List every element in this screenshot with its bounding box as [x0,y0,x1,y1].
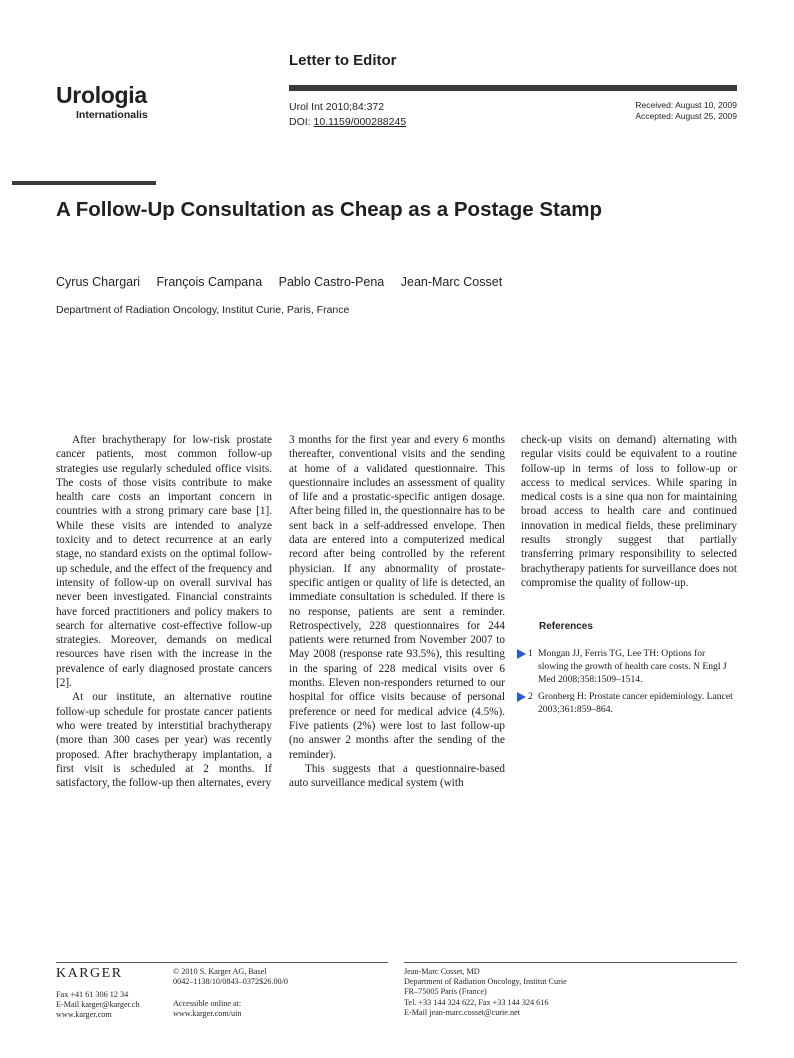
corr-city: FR–75005 Paris (France) [404,987,487,997]
affiliation: Department of Radiation Oncology, Institut Curie, Paris, France [56,304,350,316]
publisher-fax: Fax +41 61 306 12 34 [56,990,129,999]
author: Jean-Marc Cosset [400,275,503,289]
corr-dept: Department of Radiation Oncology, Institut Curie [404,977,567,987]
citation: Urol Int 2010;84:372 [289,101,385,113]
references-heading: References [539,621,593,633]
journal-logo: Urologia [56,82,147,108]
publisher-contact [56,990,140,1021]
reference-item [521,647,737,686]
journal-logo-subtitle: Internationalis [76,109,148,121]
body-column-1 [56,433,272,790]
body-paragraph: At our institute, an alternative routine follow-up schedule for prostate cancer patients who were treated by interstitial brachytherapy (more than 300 cases per year) was recently proposed. After brachytherapy implantation, a first visit is scheduled at 2 months. If satisfactory, the follow-up then alternates, every [56,691,272,790]
body-paragraph: check-up visits on demand) alternating with regular visits could be equivalent to a routine follow-up in terms of loss to follow-up or access to medical services. While sparing in medical costs is a sine qua non for maintaining broad access to health care and continued innovation in medical fields, these preliminary results strongly suggest that partially transferring primary responsibility to selected brachytherapy patients for surveillance does not compromise the quality of follow-up. [521,434,737,589]
accepted-date: Accepted: August 25, 2009 [635,111,737,121]
doi-label: DOI: [289,116,314,128]
footer-rule-left [56,962,388,963]
title-rule [12,181,156,185]
reference-item [521,690,737,716]
reference-number: 1 [528,647,533,659]
citation-block [289,100,406,130]
article-dates [635,100,737,122]
header-rule [289,85,737,91]
body-column-2 [289,433,505,790]
body-paragraph: This suggests that a questionnaire-based auto surveillance medical system (with [289,762,505,790]
corr-email: E-Mail jean-marc.cosset@curie.net [404,1007,520,1017]
reference-link-arrow-icon[interactable] [517,692,526,702]
reference-number: 2 [528,690,533,702]
body-paragraph: After brachytherapy for low-risk prostate cancer patients, most common follow-up strategies use regularly scheduled office visits. The costs of those visits contribute to make health care costs an important concern in countries with a strong primary care base [1]. While these visits are intended to analyze toxicity and to detect recurrence at an early stage, no standard exists on the optimal follow-up schedule, and the effect of the frequency and intensity of follow-up on overall survival has never been investigated. Financial constraints have forced practitioners and policy makers to search for alternative cost-effective follow-up strategies. Moreover, demands on medical resources have risen with the increase in the prevalence of early diagnosed prostate cancers [2]. [56,434,272,690]
access-url[interactable]: www.karger.com/uin [173,1009,242,1019]
publisher-web: www.karger.com [56,1010,112,1020]
received-date: Received: August 10, 2009 [635,100,737,110]
doi-line [289,115,406,130]
copyright-block [173,967,288,987]
author: Cyrus Chargari [56,275,141,289]
reference-link-arrow-icon[interactable] [517,649,526,659]
corr-name: Jean-Marc Cosset, MD [404,967,480,976]
section-label: Letter to Editor [289,52,397,69]
reference-text: Gronberg H: Prostate cancer epidemiology. Lancet 2003;361:859–864. [538,690,733,715]
copyright: © 2010 S. Karger AG, Basel [173,967,267,976]
article-title: A Follow-Up Consultation as Cheap as a Postage Stamp [56,198,602,221]
body-paragraph: 3 months for the first year and every 6 months thereafter, conventional visits and the sending at home of a validated questionnaire. This questionnaire includes an assessment of quality of life and a prostatic-specific antigen dosage. After being filled in, the questionnaire has to be sent back in a self-addressed envelope. Then data are entered into a computerized medical record after being controlled by the referent physician. If any abnormality of prostate-specific antigen or quality of life is detected, an immediate consultation is scheduled. If there is no response, patients are sent a reminder. Retrospectively, 228 questionnaires for 244 patients were returned from November 2007 to May 2008 (response rate 93.5%), this resulting in the sparing of 228 medical visits over 6 months. Eleven non-responders returned to our hospital for office visits because of personal preference or need for medical advice (4.5%). Five patients (2%) were lost to last follow-up (no answer 2 months after the sending of the reminder). [289,434,505,761]
issn: 0042–1138/10/0843–0372$26.00/0 [173,977,289,987]
footer-rule-right [404,962,737,963]
author-list [56,275,515,289]
author: François Campana [156,275,263,289]
correspondence [404,967,567,1018]
publisher-email: E-Mail karger@karger.ch [56,1000,140,1010]
reference-text: Mongan JJ, Ferris TG, Lee TH: Options for slowing the growth of health care costs. N Engl J Med 2008;358:1509–1514. [538,647,727,685]
publisher-logo: KARGER [56,966,123,981]
online-access [173,999,241,1019]
access-label: Accessible online at: [173,999,242,1008]
doi-link[interactable]: 10.1159/000288245 [313,116,407,128]
author: Pablo Castro-Pena [278,275,385,289]
corr-tel: Tel. +33 144 324 622, Fax +33 144 324 616 [404,997,549,1007]
body-column-3 [521,433,737,720]
